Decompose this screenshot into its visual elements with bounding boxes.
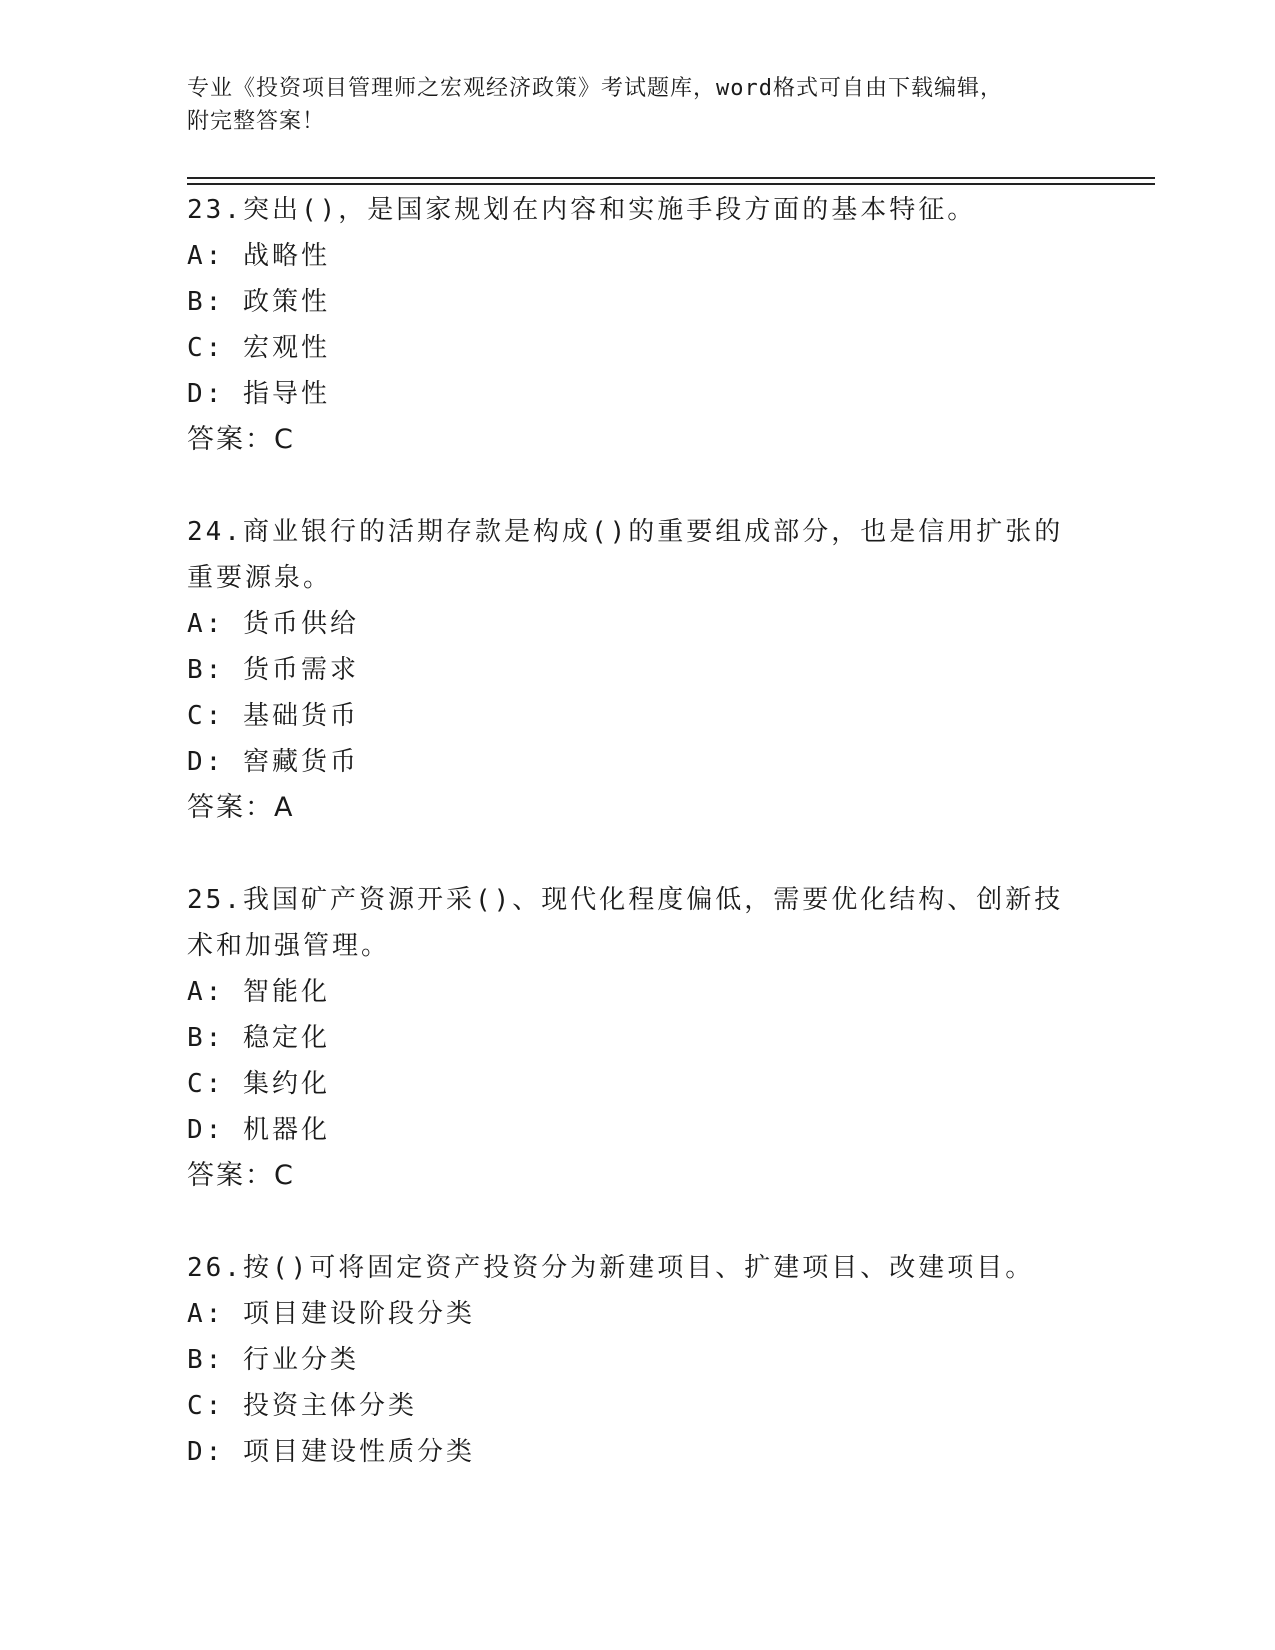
- question-24: [187, 509, 1087, 831]
- question-stem: 25.我国矿产资源开采()、现代化程度偏低，需要优化结构、创新技术和加强管理。: [187, 885, 1064, 961]
- answer-line: 答案：A: [187, 792, 295, 823]
- question-stem: 24.商业银行的活期存款是构成()的重要组成部分，也是信用扩张的重要源泉。: [187, 517, 1064, 593]
- question-26: [187, 1245, 1087, 1475]
- option-c: C: 投资主体分类: [187, 1391, 417, 1421]
- option-c: C: 集约化: [187, 1069, 330, 1099]
- header-line-2: 附完整答案！: [187, 109, 326, 134]
- option-c: C: 宏观性: [187, 333, 330, 363]
- option-d: D: 指导性: [187, 379, 330, 409]
- option-a: A: 战略性: [187, 241, 330, 271]
- option-d: D: 窖藏货币: [187, 747, 359, 777]
- option-b: B: 货币需求: [187, 655, 359, 685]
- option-d: D: 项目建设性质分类: [187, 1437, 475, 1467]
- question-stem: 26.按()可将固定资产投资分为新建项目、扩建项目、改建项目。: [187, 1253, 1035, 1283]
- option-a: A: 项目建设阶段分类: [187, 1299, 475, 1329]
- option-a: A: 智能化: [187, 977, 330, 1007]
- question-list: [187, 187, 1087, 1521]
- answer-line: 答案：C: [187, 424, 295, 455]
- question-stem: 23.突出()，是国家规划在内容和实施手段方面的基本特征。: [187, 195, 977, 225]
- option-d: D: 机器化: [187, 1115, 330, 1145]
- option-b: B: 政策性: [187, 287, 330, 317]
- document-header: [187, 72, 1087, 138]
- option-b: B: 行业分类: [187, 1345, 359, 1375]
- header-line-1: 专业《投资项目管理师之宏观经济政策》考试题库，word格式可自由下载编辑，: [187, 76, 1003, 101]
- option-a: A: 货币供给: [187, 609, 359, 639]
- option-c: C: 基础货币: [187, 701, 359, 731]
- header-divider-top: [187, 177, 1155, 179]
- answer-line: 答案：C: [187, 1160, 295, 1191]
- question-25: [187, 877, 1087, 1199]
- question-23: [187, 187, 1087, 463]
- header-divider-bottom: [187, 183, 1155, 185]
- option-b: B: 稳定化: [187, 1023, 330, 1053]
